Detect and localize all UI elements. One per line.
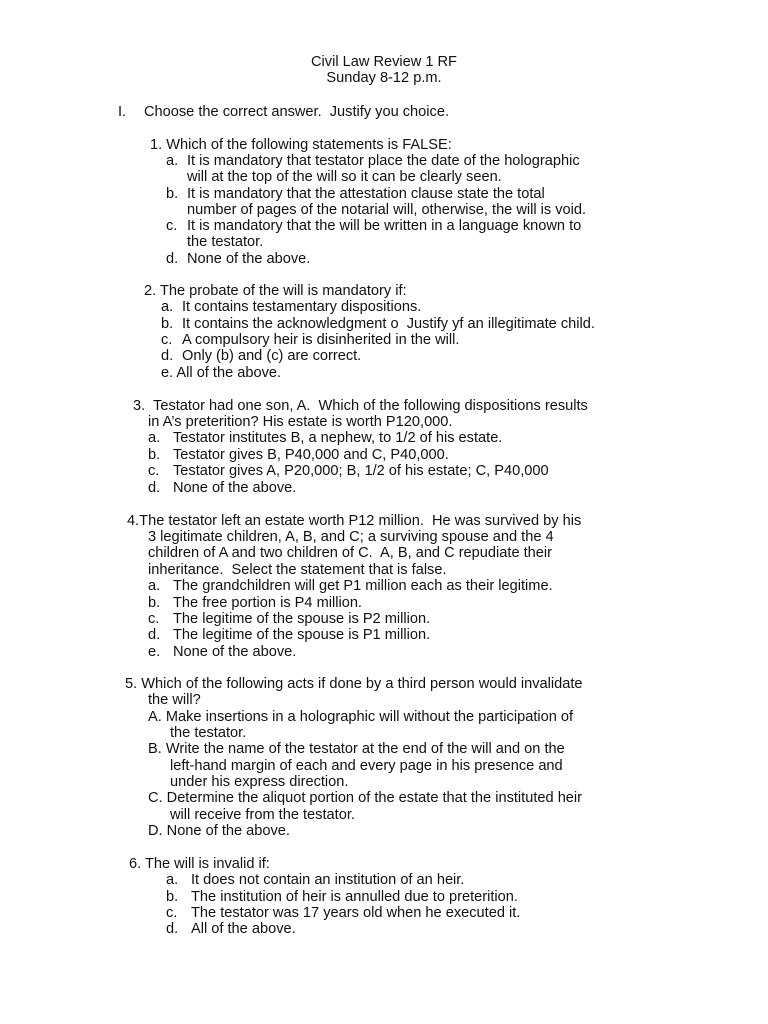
question-6-choice-a: a. It does not contain an institution of an heir. bbox=[166, 872, 465, 888]
question-4-choice-d: d. The legitime of the spouse is P1 million. bbox=[148, 627, 431, 643]
question-1-choice-c: c. It is mandatory that the will be written in a language known to bbox=[166, 218, 582, 234]
question-2-choice-e: e. All of the above. bbox=[161, 365, 282, 381]
section-numeral: I. bbox=[118, 104, 127, 120]
document-header bbox=[0, 54, 768, 87]
question-3-choice-b: b. Testator gives B, P40,000 and C, P40,000. bbox=[148, 447, 449, 463]
question-4-choice-e: e. None of the above. bbox=[148, 644, 297, 660]
question-1-choice-c-line-2: the testator. bbox=[187, 234, 264, 250]
question-1-choice-b: b. It is mandatory that the attestation clause state the total bbox=[166, 186, 545, 202]
question-2-choice-c: c. A compulsory heir is disinherited in the will. bbox=[161, 332, 460, 348]
question-4-stem-line-3: children of A and two children of C. A, B, and C repudiate their bbox=[148, 545, 552, 561]
question-5-stem: 5. Which of the following acts if done by a third person would invalidate bbox=[125, 676, 583, 692]
question-4-choice-c: c. The legitime of the spouse is P2 million. bbox=[148, 611, 431, 627]
question-2-choice-b: b. It contains the acknowledgment o Justify yf an illegitimate child. bbox=[161, 316, 595, 332]
question-5-choice-c-line-2: will receive from the testator. bbox=[170, 807, 355, 823]
question-5-stem-line-2: the will? bbox=[148, 692, 201, 708]
question-4-stem: 4.The testator left an estate worth P12 million. He was survived by his bbox=[127, 513, 582, 529]
question-1-choice-d: d. None of the above. bbox=[166, 251, 311, 267]
section-heading bbox=[118, 104, 449, 120]
question-4-choice-a: a. The grandchildren will get P1 million each as their legitime. bbox=[148, 578, 553, 594]
question-3-number: 3. bbox=[133, 398, 146, 414]
question-5-choice-b-line-2: left-hand margin of each and every page in his presence and bbox=[170, 758, 563, 774]
question-6-number: 6. bbox=[129, 856, 142, 872]
question-5-choice-a: A. Make insertions in a holographic will without the participation of bbox=[148, 709, 574, 725]
question-4-choice-b: b. The free portion is P4 million. bbox=[148, 595, 362, 611]
document-schedule: Sunday 8-12 p.m. bbox=[326, 70, 442, 87]
question-5-choice-d: D. None of the above. bbox=[148, 823, 290, 839]
question-5-choice-c: C. Determine the aliquot portion of the estate that the instituted heir bbox=[148, 790, 583, 806]
question-3-stem-line-2: in A’s preterition? His estate is worth P120,000. bbox=[148, 414, 453, 430]
question-1-stem: 1. Which of the following statements is FALSE: bbox=[150, 137, 452, 153]
question-4-number: 4. bbox=[127, 513, 140, 529]
question-5-choice-b: B. Write the name of the testator at the end of the will and on the bbox=[148, 741, 565, 757]
question-1-number: 1. bbox=[150, 137, 163, 153]
document-title: Civil Law Review 1 RF bbox=[311, 54, 457, 70]
question-2-choice-d: d. Only (b) and (c) are correct. bbox=[161, 348, 362, 364]
question-2-stem: 2. The probate of the will is mandatory if: bbox=[144, 283, 407, 299]
question-1-choice-b-line-2: number of pages of the notarial will, otherwise, the will is void. bbox=[187, 202, 587, 218]
question-4-stem-line-4: inheritance. Select the statement that is false. bbox=[148, 562, 447, 578]
question-3-choice-a: a. Testator institutes B, a nephew, to 1/2 of his estate. bbox=[148, 430, 503, 446]
question-6-choice-d: d. All of the above. bbox=[166, 921, 296, 937]
question-2-choice-a: a. It contains testamentary dispositions. bbox=[161, 299, 422, 315]
question-6-stem: 6. The will is invalid if: bbox=[129, 856, 270, 872]
question-1-choice-a-line-2: will at the top of the will so it can be clearly seen. bbox=[187, 169, 502, 185]
section-instruction: Choose the correct answer. Justify you choice. bbox=[144, 104, 449, 120]
question-5-choice-a-line-2: the testator. bbox=[170, 725, 247, 741]
question-6-choice-c: c. The testator was 17 years old when he executed it. bbox=[166, 905, 521, 921]
question-4-stem-line-2: 3 legitimate children, A, B, and C; a surviving spouse and the 4 bbox=[148, 529, 554, 545]
question-6-choice-b: b. The institution of heir is annulled due to preterition. bbox=[166, 889, 518, 905]
question-5-choice-b-line-3: under his express direction. bbox=[170, 774, 349, 790]
question-3-choice-d: d. None of the above. bbox=[148, 480, 297, 496]
question-3-stem: 3. Testator had one son, A. Which of the following dispositions results bbox=[133, 398, 588, 414]
question-2-number: 2. bbox=[144, 283, 157, 299]
question-1-choice-a: a. It is mandatory that testator place the date of the holographic bbox=[166, 153, 580, 169]
question-5-number: 5. bbox=[125, 676, 138, 692]
question-3-choice-c: c. Testator gives A, P20,000; B, 1/2 of his estate; C, P40,000 bbox=[148, 463, 549, 479]
